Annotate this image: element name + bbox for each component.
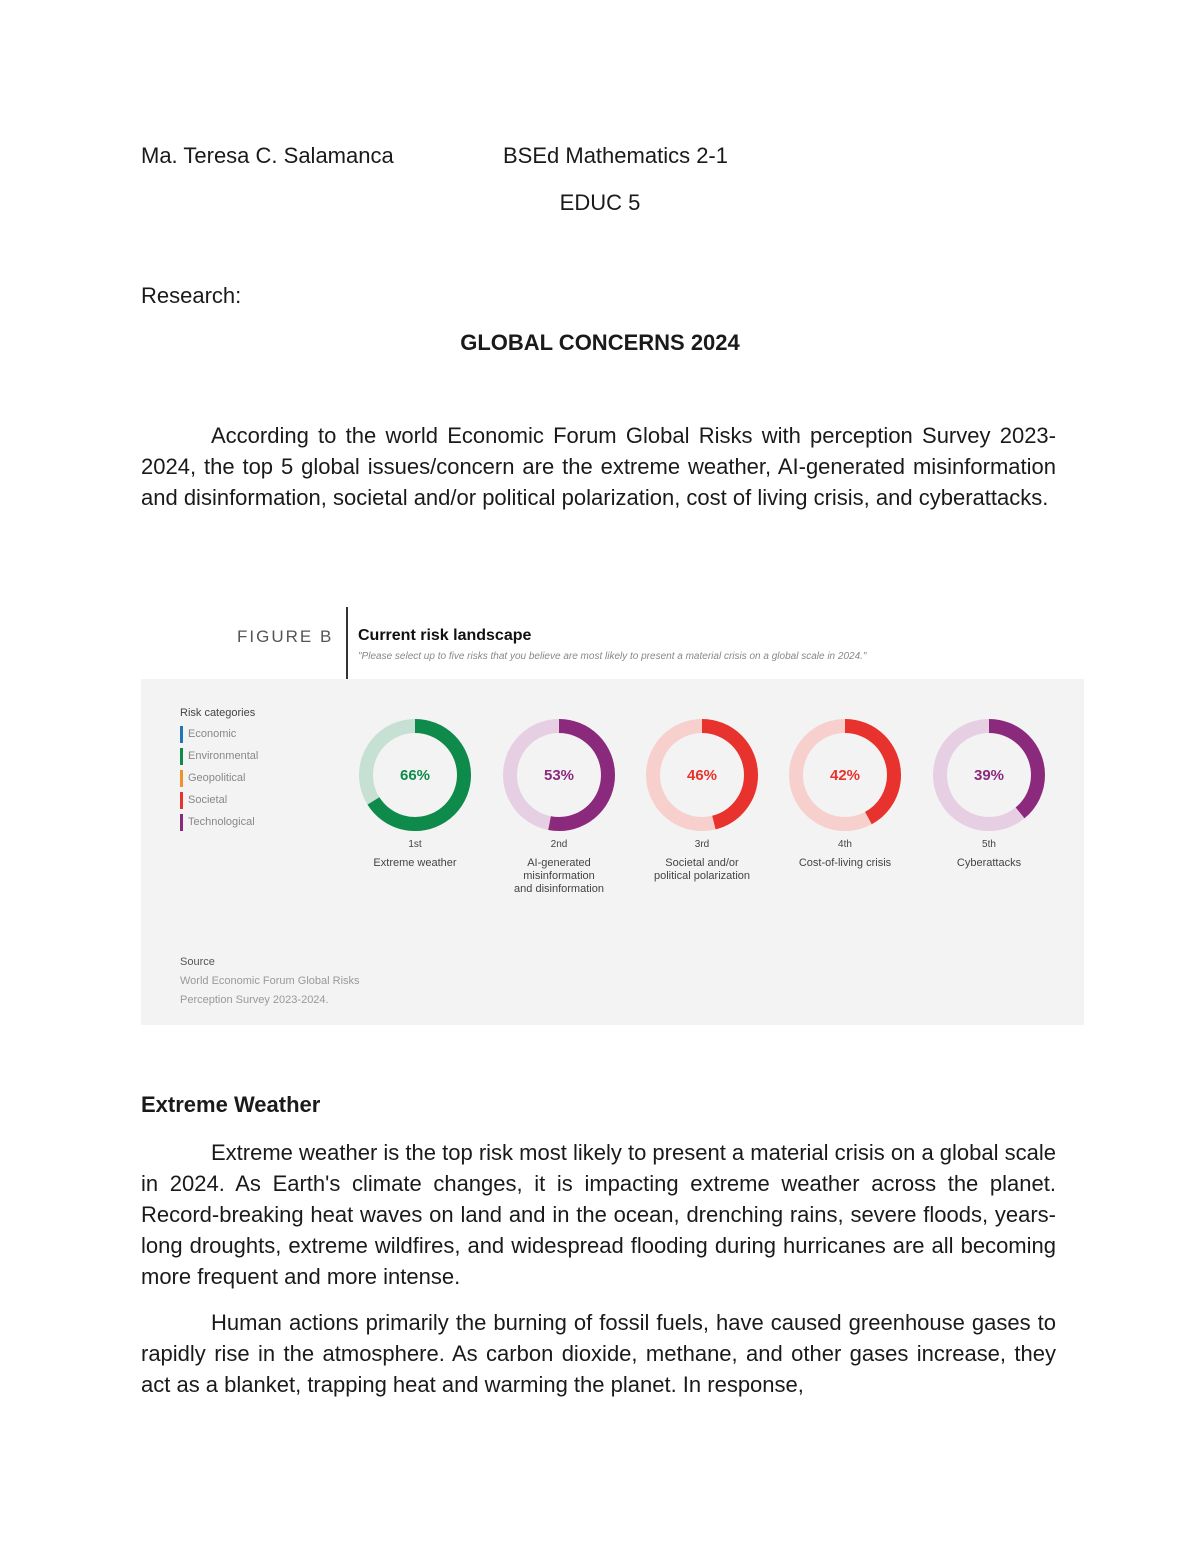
paragraph-text: Extreme weather is the top risk most likely to present a material crisis on a global scale in 2024. As Earth's climate changes, it is impacting extreme weather across the planet. Record-breaking heat waves on land and in the ocean, drenching rains, severe floods, years-long droughts, extreme wildfires, and widespread flooding during hurricanes are all becoming more frequent and more intense. (141, 1140, 1056, 1289)
figure-header (141, 605, 1084, 679)
intro-text: According to the world Economic Forum Global Risks with perception Survey 2023-2024, the top 5 global issues/concern are the extreme weather, AI-generated misinformation and disinformation, societal and/or political polarization, cost of living crisis, and cyberattacks. (141, 423, 1056, 510)
category-label: and disinformation (514, 883, 604, 895)
rank-label: 2nd (550, 839, 568, 850)
course-code: EDUC 5 (559, 190, 641, 215)
category-label: misinformation (523, 870, 595, 882)
figure-source (180, 953, 360, 1010)
donut-percent-label: 53% (543, 767, 575, 784)
rank-label: 1st (408, 839, 422, 850)
figure-label: FIGURE B (237, 627, 334, 646)
figure-panel (141, 679, 1084, 1025)
category-label: AI-generated (527, 857, 591, 869)
intro-paragraph (141, 420, 1056, 513)
section-paragraph-1 (141, 1137, 1056, 1292)
figure-title: Current risk landscape (358, 627, 532, 644)
rank-label: 5th (982, 839, 996, 850)
figure-divider (346, 607, 348, 679)
category-label: Cyberattacks (956, 857, 1022, 869)
legend-label: Geopolitical (188, 772, 246, 784)
section-paragraph-2 (141, 1307, 1056, 1400)
source-heading: Source (180, 956, 215, 968)
rank-label: 4th (838, 839, 852, 850)
program-section: BSEd Mathematics 2-1 (503, 143, 728, 168)
category-label: political polarization (654, 870, 750, 882)
category-label: Cost-of-living crisis (798, 857, 892, 869)
rank-label: 3rd (694, 839, 710, 850)
legend-label: Environmental (188, 750, 259, 762)
risk-figure (141, 605, 1084, 1025)
research-label: Research: (141, 283, 242, 308)
paragraph-text: Human actions primarily the burning of fossil fuels, have caused greenhouse gases to rapidly rise in the atmosphere. As carbon dioxide, methane, and other gases increase, they act as a blanket, trapping heat and warming the planet. In response, (141, 1310, 1056, 1397)
figure-subtitle: "Please select up to five risks that you believe are most likely to present a material crisis on a global scale in 2024." (358, 651, 867, 662)
document-title: GLOBAL CONCERNS 2024 (460, 330, 740, 355)
source-line: Perception Survey 2023-2024. (180, 994, 329, 1006)
legend-label: Societal (188, 794, 228, 806)
donut-percent-label: 39% (973, 767, 1005, 784)
student-name: Ma. Teresa C. Salamanca (141, 143, 394, 168)
legend-label: Economic (188, 728, 237, 740)
legend-label: Technological (188, 816, 255, 828)
donut-percent-label: 42% (829, 767, 861, 784)
legend-title: Risk categories (180, 707, 256, 719)
category-label: Extreme weather (373, 857, 457, 869)
category-label: Societal and/or (665, 857, 739, 869)
source-line: World Economic Forum Global Risks (180, 975, 360, 987)
donut-percent-label: 66% (399, 767, 431, 784)
section-heading: Extreme Weather (141, 1092, 321, 1117)
donut-percent-label: 46% (686, 767, 718, 784)
